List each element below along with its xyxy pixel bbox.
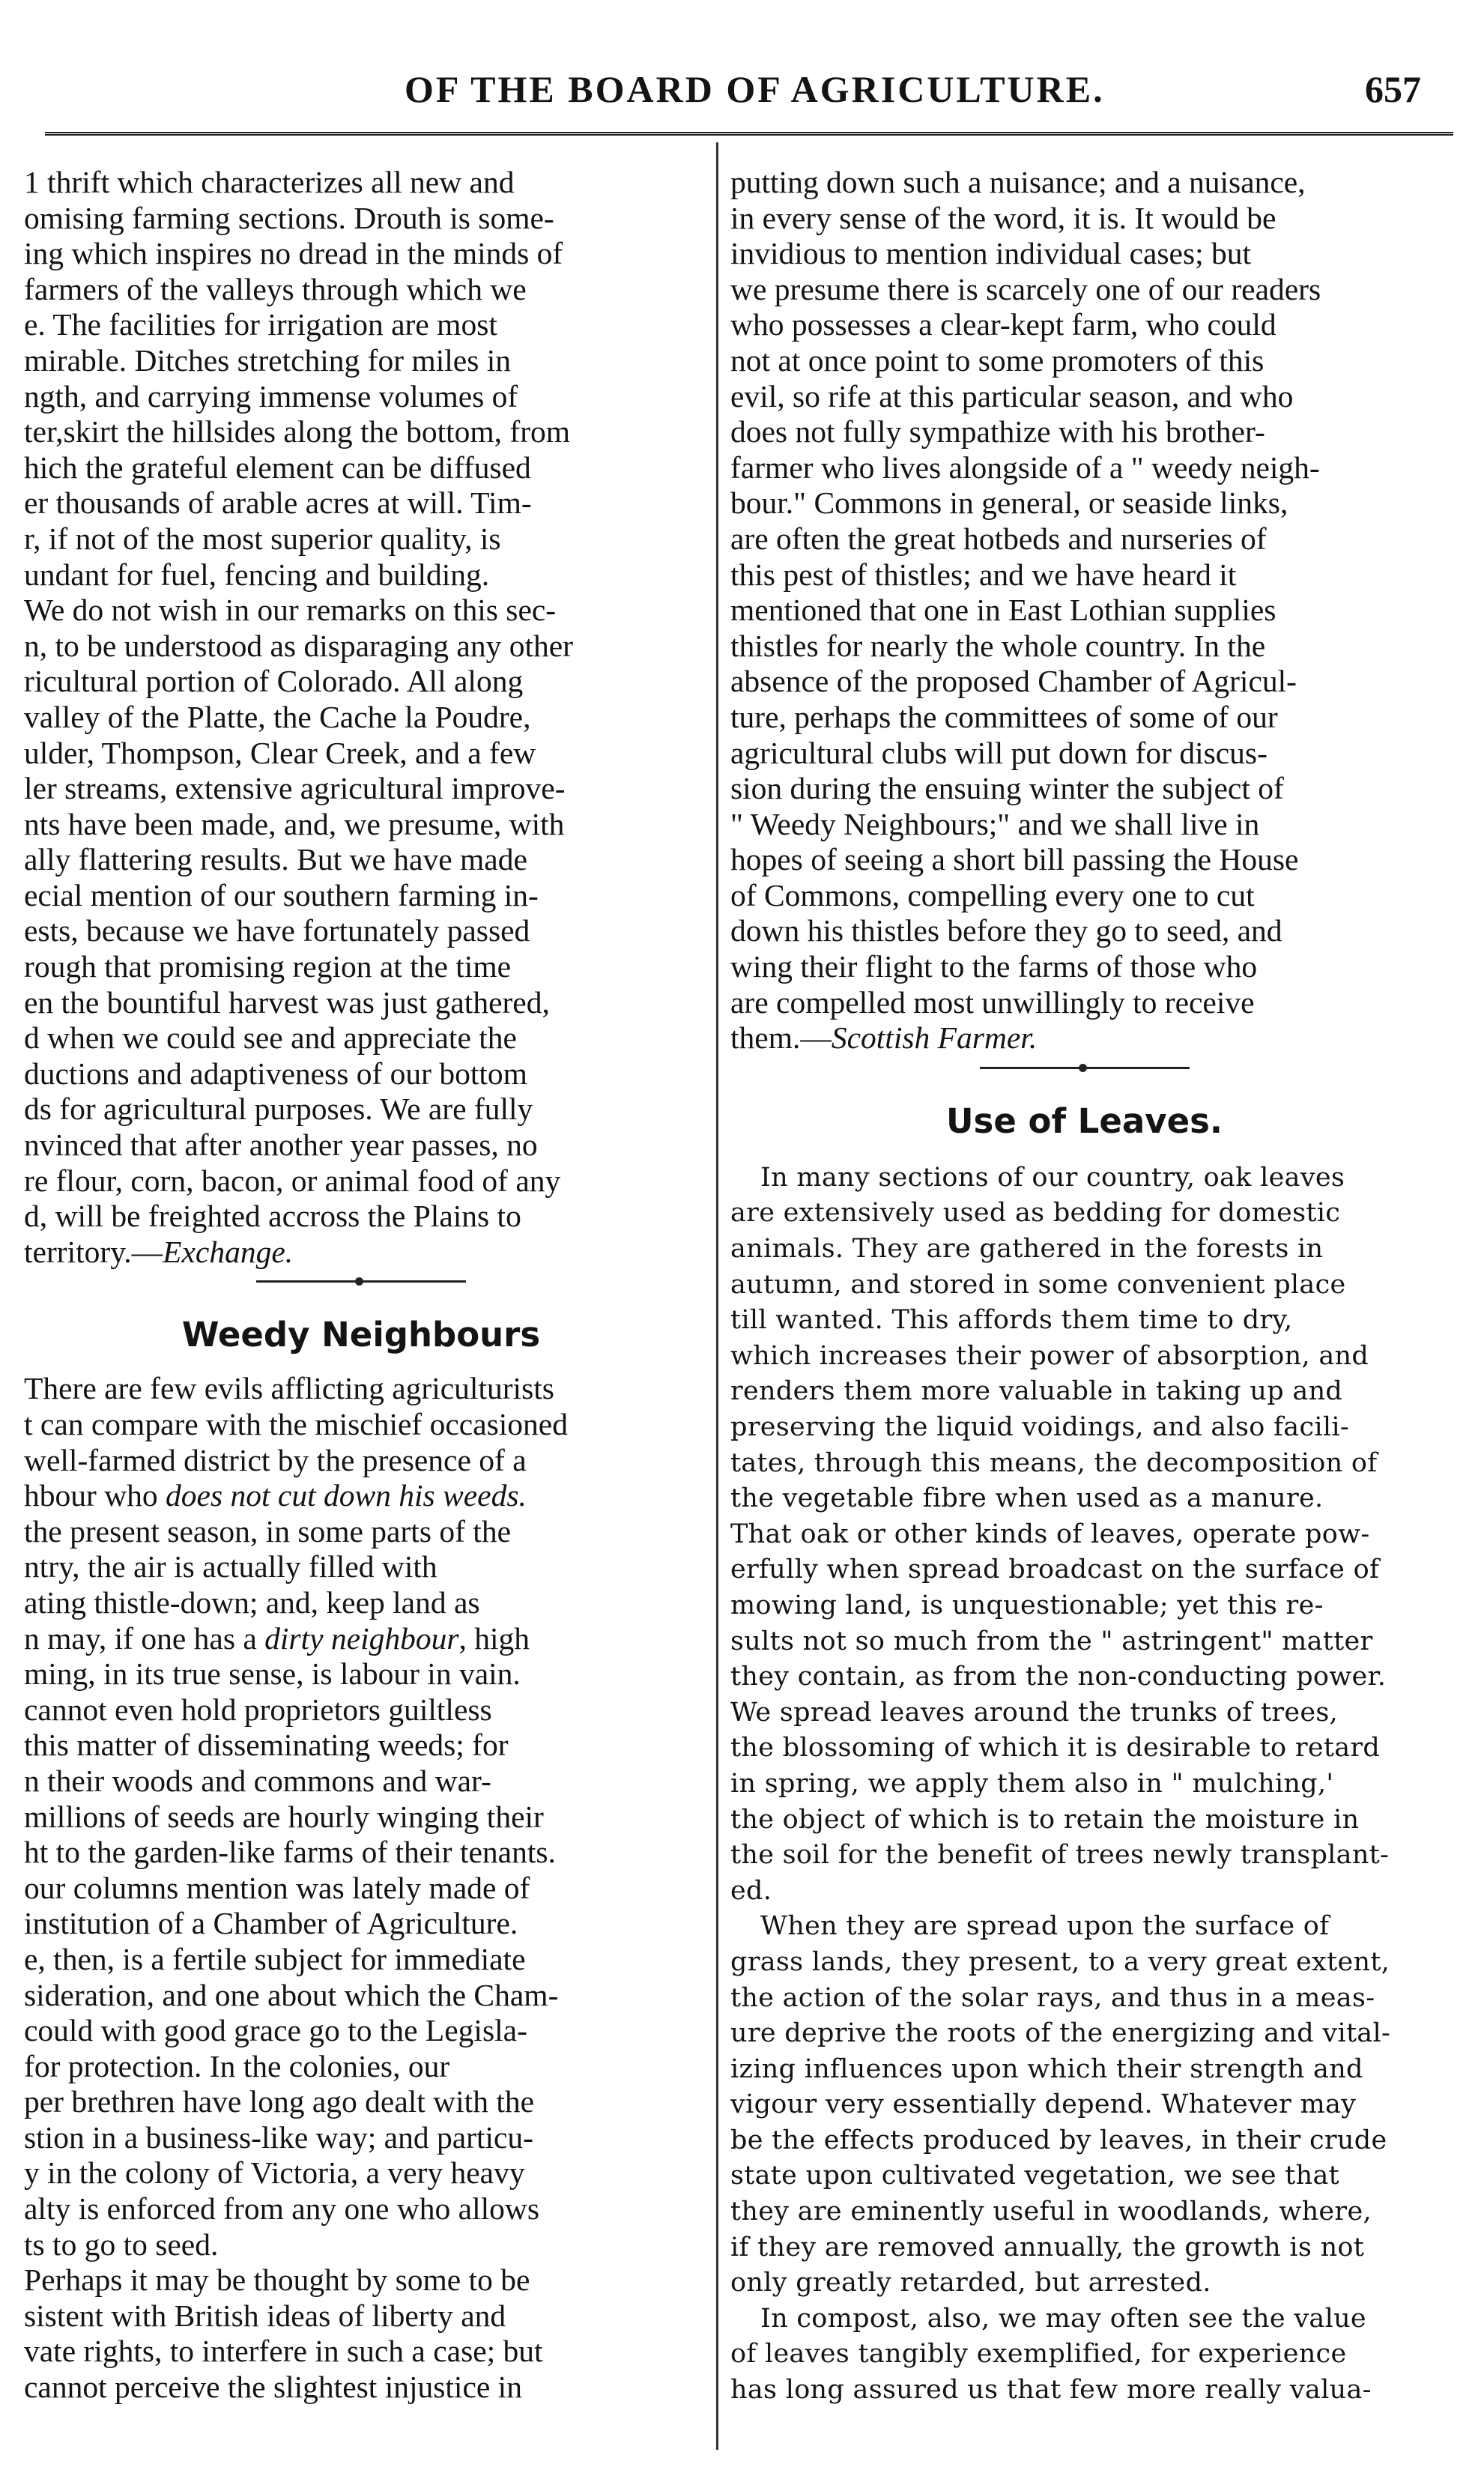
text-line: our columns mention was lately made of <box>24 1870 530 1905</box>
text-line: if they are removed annually, the growth is not <box>730 2232 1365 2262</box>
text-line: ntry, the air is actually filled with <box>24 1549 437 1584</box>
section-divider <box>256 1280 466 1283</box>
text-line: valley of the Platte, the Cache la Poudre, <box>24 699 531 734</box>
text-line: ure deprive the roots of the energizing and vital- <box>730 2018 1391 2049</box>
text-line: hich the grateful element can be diffused <box>24 450 531 485</box>
text-line: renders them more valuable in taking up and <box>730 1376 1343 1407</box>
text-line: re flour, corn, bacon, or animal food of any <box>24 1163 561 1198</box>
source-credit: Exchange. <box>163 1234 294 1269</box>
page-title: OF THE BOARD OF AGRICULTURE. <box>405 68 1105 110</box>
text-line: en the bountiful harvest was just gathered, <box>24 984 550 1020</box>
text-line: y in the colony of Victoria, a very heavy <box>24 2155 525 2191</box>
text-line: are often the great hotbeds and nurseries of <box>730 521 1267 556</box>
text-line: does not fully sympathize with his brother- <box>730 414 1265 450</box>
text-line: ricultural portion of Colorado. All along <box>24 664 524 699</box>
section-heading-weedy-neighbours: Weedy Neighbours <box>181 1315 541 1355</box>
text-line: n their woods and commons and war- <box>24 1763 491 1798</box>
text-line: izing influences upon which their strength and <box>730 2053 1363 2084</box>
text-line: state upon cultivated vegetation, we see that <box>730 2161 1340 2191</box>
text-line: putting down such a nuisance; and a nuisance, <box>730 165 1306 199</box>
text-line: ler streams, extensive agricultural improve- <box>24 771 566 806</box>
text-line: has long assured us that few more really valua- <box>730 2375 1372 2406</box>
text-line: ht to the garden-like farms of their tenants. <box>24 1835 556 1870</box>
text-line: farmer who lives alongside of a " weedy neigh- <box>730 450 1320 485</box>
text-line: mirable. Ditches stretching for miles in <box>24 342 511 378</box>
text-fragment: territory.— <box>24 1234 163 1269</box>
text-line: bour." Commons in general, or seaside links, <box>730 485 1288 521</box>
text-line: erfully when spread broadcast on the surface of <box>730 1555 1380 1585</box>
text-line: alty is enforced from any one who allows <box>24 2191 540 2227</box>
text-line: vate rights, to interfere in such a case; but <box>24 2334 543 2369</box>
text-line: the action of the solar rays, and thus in a meas- <box>730 1982 1375 2013</box>
text-line: When they are spread upon the surface of <box>760 1911 1330 1942</box>
text-line: Perhaps it may be thought by some to be <box>24 2262 530 2298</box>
text-line: thistles for nearly the whole country. In the <box>730 628 1266 663</box>
text-line <box>24 1621 698 1657</box>
text-line: mentioned that one in East Lothian supplies <box>730 593 1276 628</box>
text-fragment: n may, if one has a <box>24 1620 265 1656</box>
text-line: There are few evils afflicting agriculturists <box>24 1371 554 1406</box>
article-weedy-neighbours <box>24 1371 698 2405</box>
article-weedy-neighbours-continued <box>730 165 1438 1056</box>
text-line: cannot perceive the slightest injustice in <box>24 2370 522 2405</box>
text-line: undant for fuel, fencing and building. <box>24 557 490 592</box>
text-line: in every sense of the word, it is. It would be <box>730 200 1276 235</box>
text-line: preserving the liquid voidings, and also facili- <box>730 1412 1349 1442</box>
text-line: which increases their power of absorption, and <box>730 1340 1369 1371</box>
text-line: the blossoming of which it is desirable to retard <box>730 1733 1381 1764</box>
text-line: ds for agricultural purposes. We are fully <box>24 1092 533 1127</box>
text-line: in spring, we apply them also in " mulching,' <box>730 1768 1334 1799</box>
text-line: ating thistle-down; and, keep land as <box>24 1584 480 1620</box>
text-line: invidious to mention individual cases; but <box>730 236 1252 271</box>
text-line: 1 thrift which characterizes all new and <box>24 165 515 199</box>
text-line: ter,skirt the hillsides along the bottom, from <box>24 414 571 450</box>
text-line: t can compare with the mischief occasioned <box>24 1407 568 1441</box>
text-line: stion in a business-like way; and particu- <box>24 2119 533 2155</box>
text-line <box>24 1478 698 1514</box>
text-line: er thousands of arable acres at will. Tim- <box>24 485 532 521</box>
text-line: they are eminently useful in woodlands, where, <box>730 2197 1372 2227</box>
right-column <box>730 165 1438 2409</box>
text-line: they contain, as from the non-conducting power. <box>730 1662 1387 1692</box>
text-line: well-farmed district by the presence of a <box>24 1442 527 1477</box>
text-line: " Weedy Neighbours;" and we shall live in <box>730 806 1260 841</box>
text-fragment: , high <box>458 1620 530 1656</box>
text-line: till wanted. This affords them time to dry, <box>730 1305 1293 1336</box>
text-line: e. The facilities for irrigation are most <box>24 307 497 342</box>
text-line: ts to go to seed. <box>24 2227 219 2262</box>
text-line: n, to be understood as disparaging any other <box>24 628 573 663</box>
section-divider <box>980 1067 1190 1069</box>
text-line: cannot even hold proprietors guiltless <box>24 1692 492 1727</box>
column-divider <box>716 142 718 2450</box>
text-line: mowing land, is unquestionable; yet this re- <box>730 1590 1324 1620</box>
text-line: for protection. In the colonies, our <box>24 2048 450 2083</box>
section-heading-use-of-leaves: Use of Leaves. <box>946 1101 1223 1141</box>
text-line: nts have been made, and, we presume, with <box>24 806 565 841</box>
text-line <box>24 1235 698 1271</box>
text-line: farmers of the valleys through which we <box>24 271 527 306</box>
text-line: d when we could see and appreciate the <box>24 1020 517 1056</box>
text-line: of leaves tangibly exemplified, for experience <box>730 2339 1347 2370</box>
text-line: be the effects produced by leaves, in their crude <box>730 2125 1387 2155</box>
left-column <box>24 165 698 2406</box>
text-line: We spread leaves around the trunks of trees, <box>730 1697 1339 1728</box>
text-line: the object of which is to retain the moisture in <box>730 1804 1360 1835</box>
text-line <box>730 1020 1438 1056</box>
text-line: absence of the proposed Chamber of Agricul- <box>730 664 1297 699</box>
text-line: ming, in its true sense, is labour in vain. <box>24 1656 521 1692</box>
text-line: agricultural clubs will put down for discus- <box>730 735 1268 770</box>
text-line: per brethren have long ago dealt with the <box>24 2084 535 2119</box>
text-line: tates, through this means, the decomposition of <box>730 1447 1378 1478</box>
italic-phrase: does not cut down his weeds. <box>166 1478 527 1513</box>
text-line: down his thistles before they go to seed, and <box>730 913 1282 948</box>
text-line: ngth, and carrying immense volumes of <box>24 378 518 414</box>
article-use-of-leaves <box>730 1160 1438 2409</box>
text-line: rough that promising region at the time <box>24 949 512 984</box>
text-line: sion during the ensuing winter the subject of <box>730 771 1284 806</box>
text-line: ally flattering results. But we have made <box>24 842 527 877</box>
text-line: sideration, and one about which the Cham- <box>24 1977 559 2012</box>
text-line: In compost, also, we may often see the value <box>760 2303 1366 2334</box>
text-line: ests, because we have fortunately passed <box>24 913 530 948</box>
text-line: autumn, and stored in some convenient place <box>730 1269 1346 1300</box>
text-line: this pest of thistles; and we have heard it <box>730 557 1237 592</box>
text-line: institution of a Chamber of Agriculture. <box>24 1906 518 1941</box>
text-line: We do not wish in our remarks on this sec- <box>24 593 557 628</box>
text-line: who possesses a clear-kept farm, who could <box>730 307 1276 342</box>
page-number: 657 <box>1365 68 1421 110</box>
text-fragment: them.— <box>730 1020 832 1056</box>
text-line: ductions and adaptiveness of our bottom <box>24 1056 527 1091</box>
text-line: That oak or other kinds of leaves, operate pow- <box>730 1519 1370 1549</box>
text-line: r, if not of the most superior quality, is <box>24 521 501 556</box>
text-line: not at once point to some promoters of this <box>730 342 1265 378</box>
header-rule <box>45 132 1453 136</box>
text-line: ed. <box>730 1875 772 1906</box>
italic-phrase: dirty neighbour <box>264 1620 459 1656</box>
text-line: we presume there is scarcely one of our readers <box>730 271 1321 306</box>
text-line: of Commons, compelling every one to cut <box>730 877 1255 912</box>
text-line: could with good grace go to the Legisla- <box>24 2013 527 2048</box>
text-line: grass lands, they present, to a very great extent, <box>730 1946 1390 1977</box>
text-line: the soil for the benefit of trees newly transplant- <box>730 1840 1390 1871</box>
text-line: millions of seeds are hourly winging their <box>24 1799 544 1834</box>
text-line: In many sections of our country, oak leaves <box>760 1162 1345 1193</box>
text-line: e, then, is a fertile subject for immediate <box>24 1941 526 1976</box>
text-line: only greatly retarded, but arrested. <box>730 2268 1211 2298</box>
text-line: hopes of seeing a short bill passing the House <box>730 842 1299 877</box>
text-line: d, will be freighted accross the Plains to <box>24 1199 521 1234</box>
source-credit: Scottish Farmer. <box>831 1020 1038 1056</box>
text-line: ing which inspires no dread in the minds of <box>24 236 563 271</box>
text-line: are compelled most unwillingly to receive <box>730 984 1255 1020</box>
text-line: nvinced that after another year passes, no <box>24 1128 538 1163</box>
text-line: the present season, in some parts of the <box>24 1513 511 1549</box>
text-line: sults not so much from the " astringent" matter <box>730 1626 1373 1656</box>
text-line: wing their flight to the farms of those who <box>730 949 1258 984</box>
text-line: ecial mention of our southern farming in- <box>24 877 539 912</box>
text-line: ulder, Thompson, Clear Creek, and a few <box>24 735 536 770</box>
page-header <box>0 67 1484 127</box>
text-line: evil, so rife at this particular season, and who <box>730 378 1294 414</box>
text-line: ture, perhaps the committees of some of our <box>730 699 1278 734</box>
text-line: are extensively used as bedding for domestic <box>730 1198 1341 1229</box>
text-line: this matter of disseminating weeds; for <box>24 1728 509 1763</box>
text-line: omising farming sections. Drouth is some- <box>24 200 554 235</box>
text-line: the vegetable fibre when used as a manure. <box>730 1483 1324 1514</box>
text-fragment: hbour who <box>24 1478 166 1513</box>
text-line: vigour very essentially depend. Whatever may <box>730 2089 1357 2120</box>
text-line: sistent with British ideas of liberty and <box>24 2298 506 2333</box>
article-intro <box>24 165 698 1270</box>
text-line: animals. They are gathered in the forests in <box>730 1234 1324 1265</box>
